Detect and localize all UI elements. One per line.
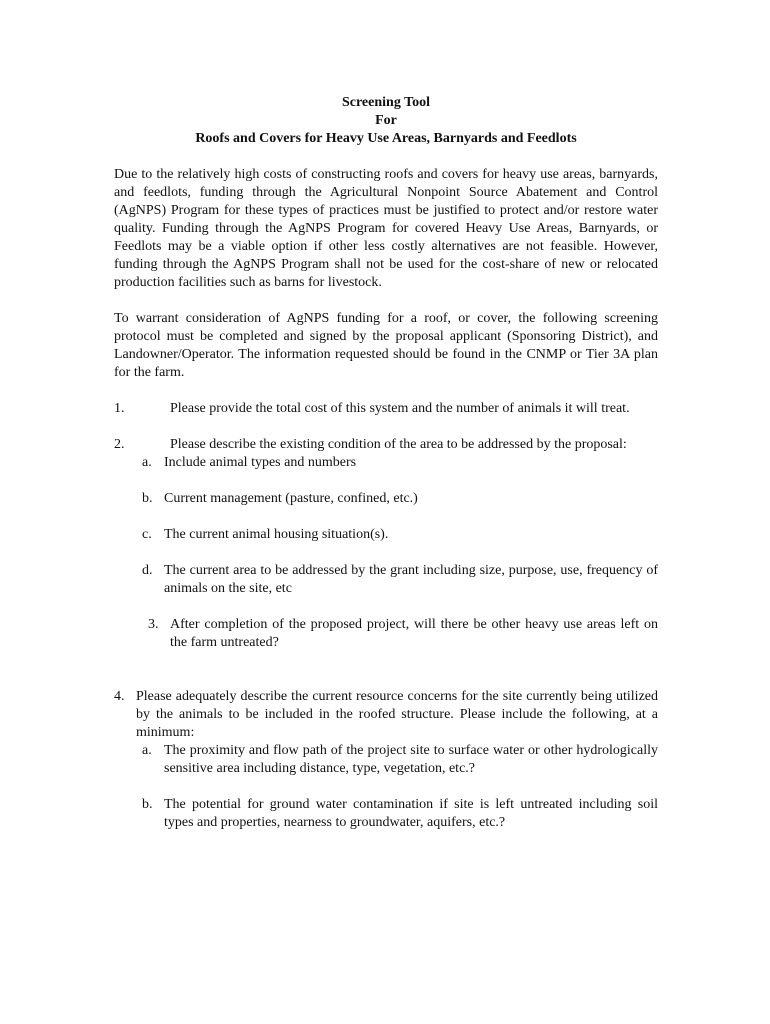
question-4-sub-a [114,742,658,778]
question-3-text: After completion of the proposed project, will there be other heavy use areas left on the farm untreated? [170,617,658,650]
question-4-number: 4. [114,689,125,704]
sub-text: The proximity and flow path of the project site to surface water or other hydrologically sensitive area including distance, type, vegetation, etc.? [164,743,658,776]
title-line-2: For [375,113,397,128]
question-2-sub-c [114,526,658,544]
document-title [114,94,658,148]
question-1-text: Please provide the total cost of this system and the number of animals it will treat. [170,401,630,416]
question-4 [114,688,658,742]
question-2-sub-a [114,454,658,472]
protocol-paragraph: To warrant consideration of AgNPS funding for a roof, or cover, the following screening protocol must be completed and signed by the proposal applicant (Sponsoring District), and Landowner/Operator. The information requested should be found in the CNMP or Tier 3A plan for the farm. [114,311,658,380]
question-1-number: 1. [114,401,125,416]
sub-letter: a. [142,455,152,470]
question-2-sub-d [114,562,658,598]
sub-text: Current management (pasture, confined, etc.) [164,491,418,506]
sub-letter: b. [142,797,153,812]
title-line-1: Screening Tool [341,95,431,110]
question-3 [114,616,658,652]
question-2-number: 2. [114,437,125,452]
sub-text: The potential for ground water contamination if site is left untreated including soil types and properties, nearness to groundwater, aquifers, etc.? [164,797,658,830]
question-4-text: Please adequately describe the current resource concerns for the site currently being utilized by the animals to be included in the roofed structure. Please include the following, at a minimum: [136,689,658,740]
sub-text: The current animal housing situation(s). [164,527,389,542]
question-3-number: 3. [148,617,159,632]
question-2-sub-b [114,490,658,508]
sub-letter: b. [142,491,153,506]
question-2 [114,436,658,454]
sub-text: The current area to be addressed by the grant including size, purpose, use, frequency of animals on the site, etc [164,563,658,596]
question-4-sub-b [114,796,658,832]
question-2-text: Please describe the existing condition of the area to be addressed by the proposal: [170,437,627,452]
sub-letter: c. [142,527,152,542]
sub-letter: a. [142,743,152,758]
question-1 [114,400,658,418]
intro-paragraph: Due to the relatively high costs of constructing roofs and covers for heavy use areas, barnyards, and feedlots, funding through the Agricultural Nonpoint Source Abatement and Control (AgNPS) Program for these types of practices must be justified to protect and/or restore water quality. Funding through the AgNPS Program for covered Heavy Use Areas, Barnyards, or Feedlots may be a viable option if other less costly alternatives are not feasible. However, funding through the AgNPS Program shall not be used for the cost-share of new or relocated production facilities such as barns for livestock. [114,167,658,290]
title-line-3: Roofs and Covers for Heavy Use Areas, Barnyards and Feedlots [195,131,577,146]
document-page [114,94,658,832]
sub-letter: d. [142,563,153,578]
sub-text: Include animal types and numbers [164,455,357,470]
